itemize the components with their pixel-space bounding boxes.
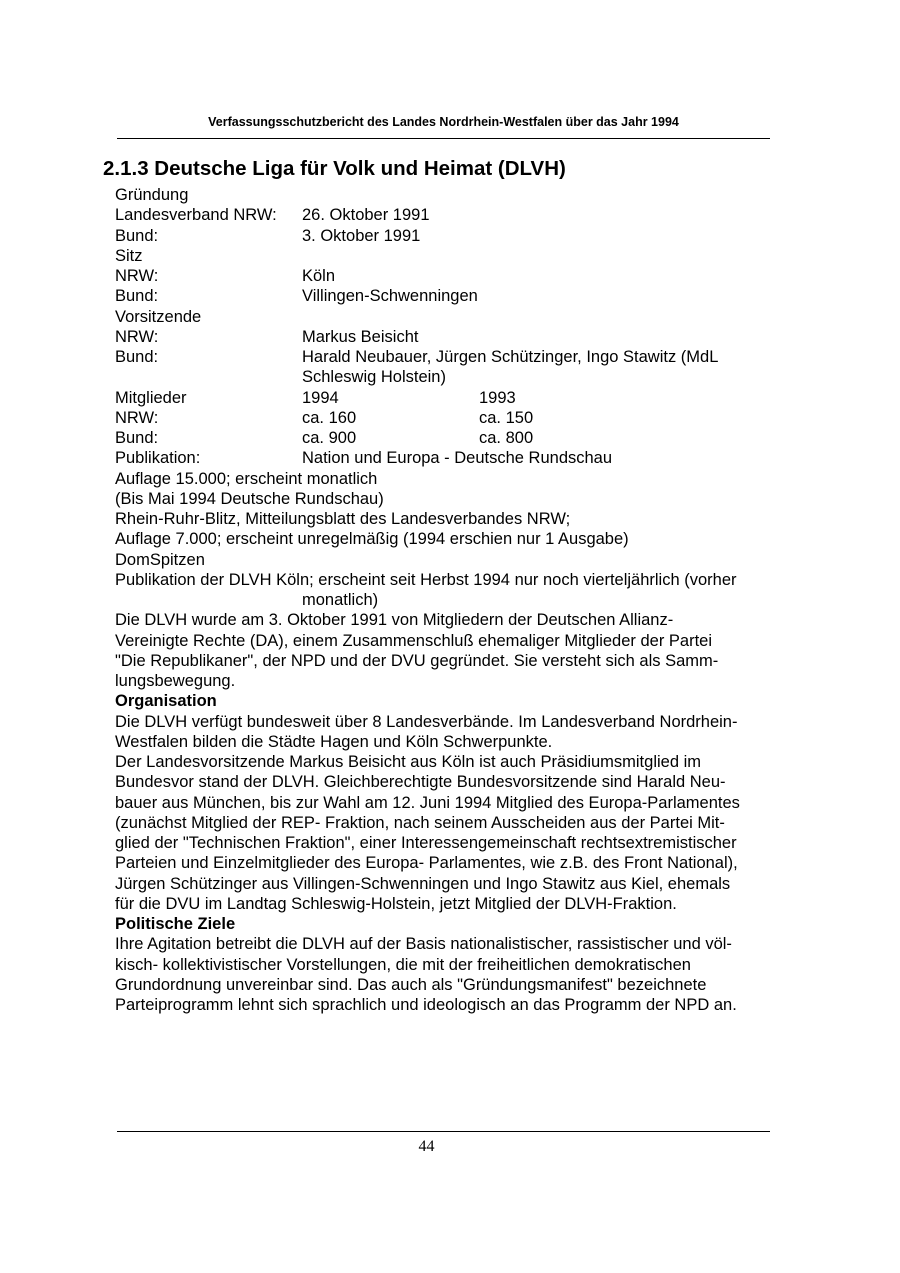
members-bund-1993: ca. 800 — [479, 429, 534, 447]
seat-bund-value: Villingen-Schwenningen — [302, 287, 478, 306]
organisation-line: bauer aus München, bis zur Wahl am 12. Juni 1994 Mitglied des Europa-Parlamentes — [115, 793, 740, 812]
publication-line: Auflage 7.000; erscheint unregelmäßig (1994 erschien nur 1 Ausgabe) — [115, 530, 629, 549]
seat-nrw-row — [115, 266, 795, 286]
publication-value: Nation und Europa - Deutsche Rundschau — [302, 449, 613, 468]
founding-bund-label: Bund: — [115, 226, 159, 245]
running-header: Verfassungsschutzbericht des Landes Nordrhein-Westfalen über das Jahr 1994 — [208, 115, 679, 129]
page-number: 44 — [418, 1138, 435, 1155]
publication-line-continued: monatlich) — [302, 591, 379, 609]
header-rule — [117, 138, 770, 139]
chair-bund-label: Bund: — [115, 348, 159, 366]
members-nrw-row — [115, 408, 795, 428]
organisation-line: (zunächst Mitglied der REP- Fraktion, nach seinem Ausscheiden aus der Partei Mit- — [115, 813, 725, 832]
members-header-row — [115, 388, 795, 408]
intro-line: Vereinigte Rechte (DA), einem Zusammenschluß ehemaliger Mitglieder der Partei — [115, 631, 713, 650]
members-nrw-label: NRW: — [115, 408, 159, 427]
chair-label: Vorsitzende — [115, 307, 202, 326]
seat-nrw-value: Köln — [302, 267, 336, 285]
chair-nrw-label: NRW: — [115, 327, 159, 346]
founding-label: Gründung — [115, 186, 189, 204]
section-title: 2.1.3 Deutsche Liga für Volk und Heimat (DLVH) — [103, 157, 566, 180]
footer-rule — [117, 1131, 770, 1132]
chair-nrw-value: Markus Beisicht — [302, 327, 419, 346]
organisation-line: Bundesvor stand der DLVH. Gleichberechtigte Bundesvorsitzende sind Harald Neu- — [115, 773, 726, 792]
politics-line: Ihre Agitation betreibt die DLVH auf der Basis nationalistischer, rassistischer und völ- — [115, 935, 732, 954]
organisation-line: Parteien und Einzelmitglieder des Europa- Parlamentes, wie z.B. des Front National), — [115, 854, 738, 873]
members-bund-label: Bund: — [115, 429, 159, 447]
members-label: Mitglieder — [115, 388, 187, 407]
intro-line: lungsbewegung. — [115, 672, 236, 690]
seat-nrw-label: NRW: — [115, 267, 159, 285]
members-year-1994: 1994 — [302, 388, 339, 407]
publication-line: Auflage 15.000; erscheint monatlich — [115, 469, 378, 488]
members-nrw-1994: ca. 160 — [302, 408, 357, 427]
founding-nrw-label: Landesverband NRW: — [115, 206, 277, 225]
founding-bund-value: 3. Oktober 1991 — [302, 226, 421, 245]
intro-line: Die DLVH wurde am 3. Oktober 1991 von Mitgliedern der Deutschen Allianz- — [115, 611, 674, 630]
founding-nrw-value: 26. Oktober 1991 — [302, 206, 430, 225]
seat-bund-row — [115, 286, 795, 306]
organisation-line: Westfalen bilden die Städte Hagen und Köln Schwerpunkte. — [115, 732, 553, 751]
organisation-line: Jürgen Schützinger aus Villingen-Schwenningen und Ingo Stawitz aus Kiel, ehemals — [115, 874, 731, 893]
politics-line: kisch- kollektivistischer Vorstellungen, die mit der freiheitlichen demokratischen — [115, 955, 691, 974]
organisation-line: für die DVU im Landtag Schleswig-Holstein, jetzt Mitglied der DLVH-Fraktion. — [115, 894, 677, 913]
seat-bund-label: Bund: — [115, 287, 159, 306]
members-bund-1994: ca. 900 — [302, 429, 357, 447]
organisation-line: Der Landesvorsitzende Markus Beisicht aus Köln ist auch Präsidiumsmitglied im — [115, 753, 701, 771]
publication-line: (Bis Mai 1994 Deutsche Rundschau) — [115, 489, 384, 508]
politics-heading: Politische Ziele — [115, 915, 236, 933]
document-body — [115, 185, 795, 1015]
chair-bund-row-continued — [115, 367, 795, 387]
publication-line: Publikation der DLVH Köln; erscheint seit Herbst 1994 nur noch vierteljährlich (vorher — [115, 570, 737, 589]
members-bund-row — [115, 428, 795, 448]
founding-bund-row — [115, 226, 795, 246]
chair-bund-row — [115, 347, 795, 367]
publication-row — [115, 448, 795, 468]
chair-nrw-row — [115, 327, 795, 347]
seat-label: Sitz — [115, 246, 143, 265]
publication-line: DomSpitzen — [115, 550, 205, 569]
members-nrw-1993: ca. 150 — [479, 408, 534, 427]
organisation-line: glied der "Technischen Fraktion", einer Interessengemeinschaft rechtsextremistischer — [115, 834, 737, 852]
organisation-line: Die DLVH verfügt bundesweit über 8 Landesverbände. Im Landesverband Nordrhein- — [115, 712, 738, 731]
organisation-heading: Organisation — [115, 692, 217, 711]
founding-nrw-row — [115, 205, 795, 225]
chair-bund-value-line1: Harald Neubauer, Jürgen Schützinger, Ingo Stawitz (MdL — [302, 348, 719, 366]
chair-bund-value-line2: Schleswig Holstein) — [302, 368, 446, 387]
publication-line: Rhein-Ruhr-Blitz, Mitteilungsblatt des Landesverbandes NRW; — [115, 510, 571, 528]
intro-line: "Die Republikaner", der NPD und der DVU gegründet. Sie versteht sich als Samm- — [115, 651, 719, 670]
politics-line: Grundordnung unvereinbar sind. Das auch als "Gründungsmanifest" bezeichnete — [115, 975, 707, 994]
politics-line: Parteiprogramm lehnt sich sprachlich und ideologisch an das Programm der NPD an. — [115, 996, 737, 1014]
publication-label: Publikation: — [115, 449, 201, 468]
members-year-1993: 1993 — [479, 388, 516, 407]
